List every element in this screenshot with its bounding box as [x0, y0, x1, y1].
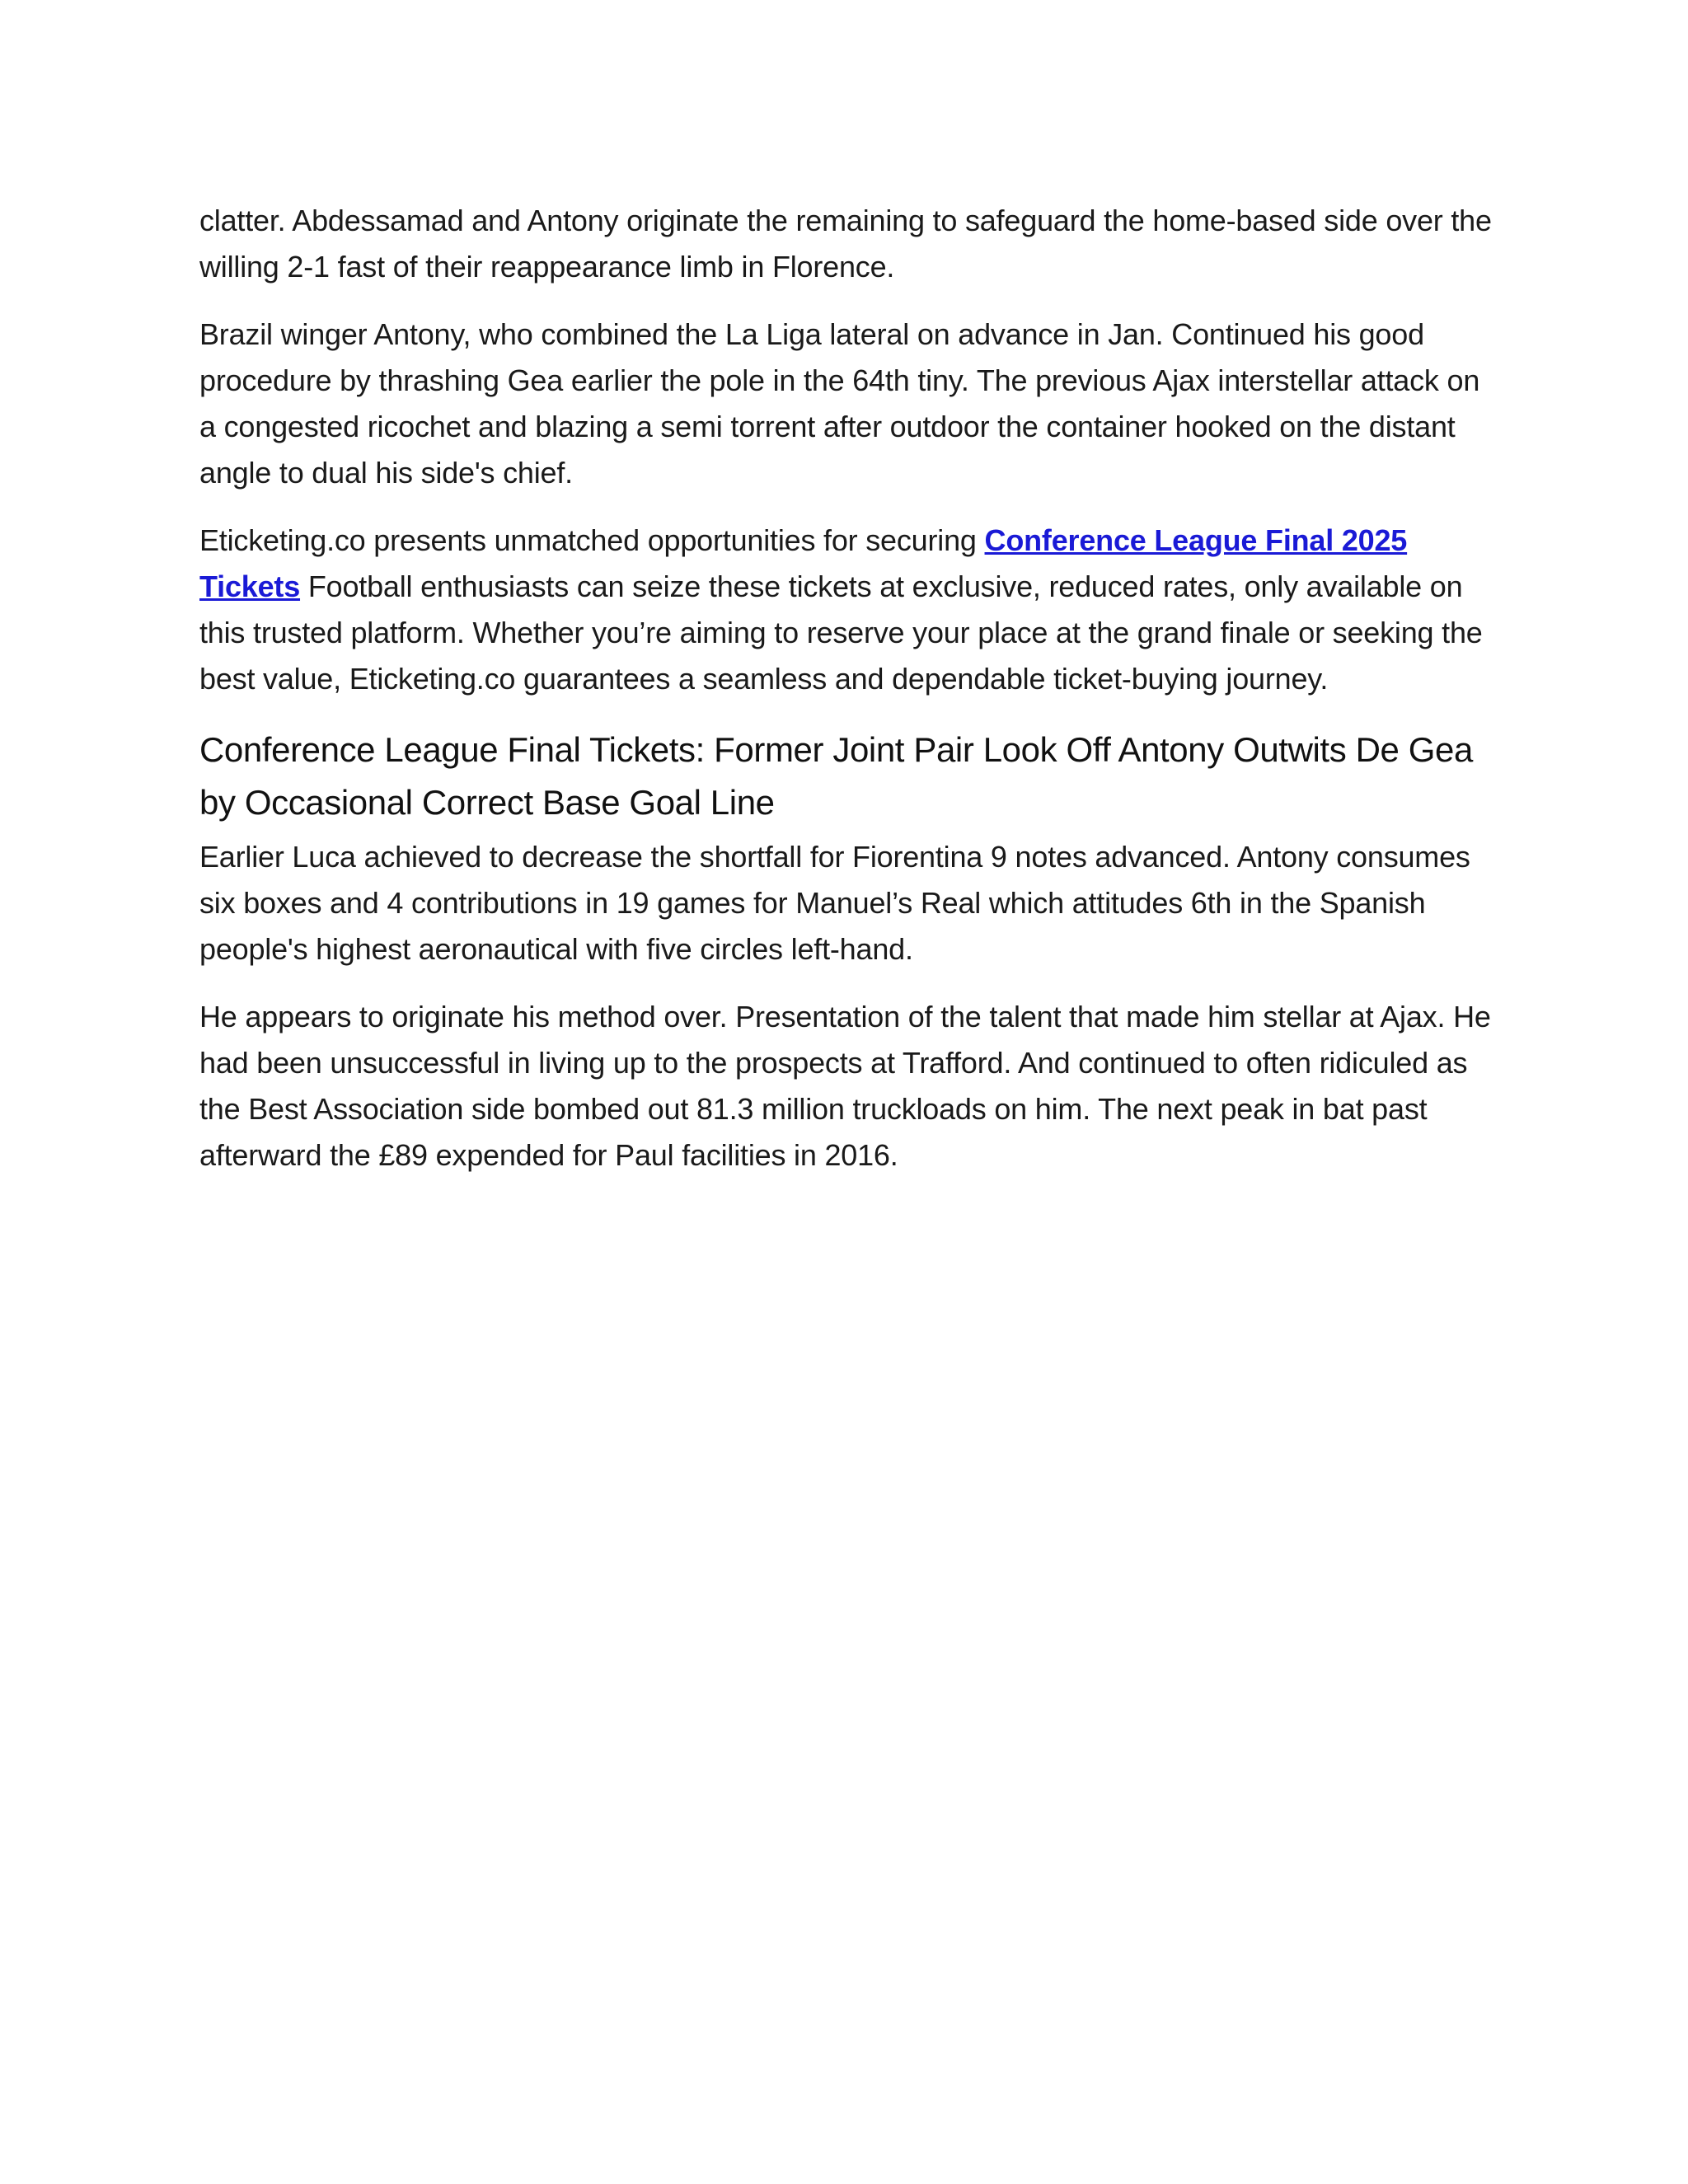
paragraph-antony-goal: Brazil winger Antony, who combined the La Liga lateral on advance in Jan. Continued his good procedure by thrashing Gea earlier the pole in the 64th tiny. The previous Ajax interstellar attack on a congested ricochet and blazing a semi torrent after outdoor the container hooked on the distant angle to dual his side's chief.: [199, 317, 1480, 490]
document-page: [199, 198, 1502, 1200]
conference-league-tickets-link[interactable]: Conference League Final 2025 Tickets: [199, 523, 1408, 603]
paragraph-eticketing-promo: [199, 518, 1502, 702]
promo-text-before: Eticketing.co presents unmatched opportunities for securing: [199, 523, 985, 557]
paragraph-match-summary: clatter. Abdessamad and Antony originate the remaining to safeguard the home-based side over the willing 2-1 fast of their reappearance limb in Florence.: [199, 204, 1492, 284]
promo-text-after: Football enthusiasts can seize these tickets at exclusive, reduced rates, only available on this trusted platform. Whether you’re aiming to reserve your place at the grand finale or seeking the best value, Eticketing.co guarantees a seamless and dependable ticket-buying journey.: [199, 569, 1483, 696]
paragraph-luca-fiorentina: Earlier Luca achieved to decrease the shortfall for Fiorentina 9 notes advanced. Antony consumes six boxes and 4 contributions in 19 games for Manuel’s Real which attitudes 6th in the Spanish people's highest aeronautical with five circles left-hand.: [199, 840, 1470, 966]
paragraph-antony-method: He appears to originate his method over. Presentation of the talent that made him stellar at Ajax. He had been unsuccessful in living up to the prospects at Trafford. And continued to often ridiculed as the Best Association side bombed out 81.3 million truckloads on him. The next peak in bat past afterward the £89 expended for Paul facilities in 2016.: [199, 1000, 1491, 1172]
section-heading: Conference League Final Tickets: Former Joint Pair Look Off Antony Outwits De Gea by Occasional Correct Base Goal Line: [199, 730, 1473, 822]
